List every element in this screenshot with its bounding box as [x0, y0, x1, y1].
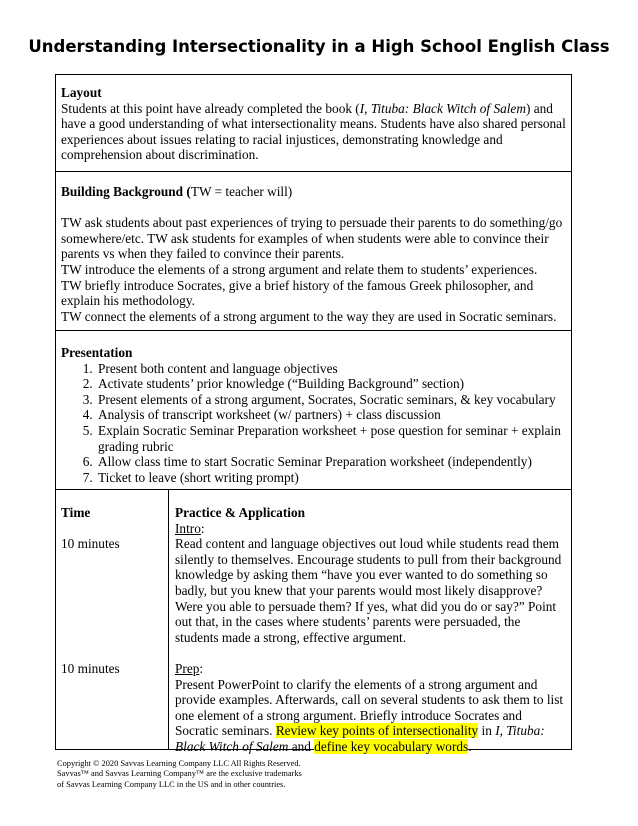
- prep-in: in: [478, 723, 496, 739]
- intro-text: Read content and language objectives out loud while students read them silently to themselves. Encourage students to pull from their background knowledge by asking them “have you ever wanted to do something so badly, but you knew that your parents would most likely disapprove? Were you able to persuade them? If yes, what did you do or say?” Point out that, in the cases where students’ parents were persuaded, the students made a strong, effective argument.: [175, 536, 562, 645]
- time-value: 10 minutes: [61, 536, 120, 552]
- list-item: 5. Explain Socratic Seminar Preparation worksheet + pose question for seminar + explain grading rubric: [96, 423, 566, 454]
- building-background-section: [56, 172, 571, 331]
- prep-label: [175, 661, 565, 677]
- time-column: [56, 490, 169, 749]
- list-item: 7. Ticket to leave (short writing prompt): [96, 470, 566, 486]
- list-item: 2. Activate students’ prior knowledge (“Building Background” section): [96, 376, 566, 392]
- prep-label-text: Prep: [175, 660, 200, 676]
- layout-section: [56, 75, 571, 172]
- page-title: Understanding Intersectionality in a High School English Class: [28, 37, 610, 56]
- layout-heading: Layout: [61, 85, 102, 100]
- practice-heading: Practice & Application: [175, 505, 305, 520]
- highlighted-text: define key vocabulary words: [314, 738, 469, 754]
- building-background-title: Building Background (: [61, 184, 191, 199]
- list-item: 6. Allow class time to start Socratic Seminar Preparation worksheet (independently): [96, 454, 566, 470]
- background-paragraph: TW ask students about past experiences of trying to persuade their parents to do something/go somewhere/etc. TW ask students for examples of when students were able to convince their parents vs when they failed to convince their parents.: [61, 215, 563, 262]
- lesson-table: [55, 74, 572, 754]
- practice-column: [169, 490, 571, 754]
- time-heading: Time: [61, 505, 91, 520]
- prep-and: and: [288, 738, 315, 754]
- prep-text-start: Present PowerPoint to clarify the elements of a strong argument and provide examples. Afterwards, call on several students to ask them to list one element of a strong argument. Briefly introduce Socrates and Socratic seminars.: [175, 676, 564, 739]
- background-paragraph: TW connect the elements of a strong argument to the way they are used in Socratic seminars.: [61, 308, 557, 324]
- presentation-section: [56, 331, 571, 490]
- layout-text-end: ) and have a good understanding of what intersectionality means. Students have also shared personal experiences about issues relating to racial injustices, demonstrating knowledge and comprehension about discrimination.: [61, 100, 566, 163]
- prep-colon: :: [199, 660, 204, 676]
- list-item: 3. Present elements of a strong argument, Socrates, Socratic seminars, & key vocabulary: [96, 392, 566, 408]
- highlighted-text: Review key points of intersectionality: [275, 723, 479, 739]
- intro-label-text: Intro: [175, 520, 201, 536]
- book-title: I, Tituba: Black Witch of Salem: [175, 723, 545, 754]
- prep-end: .: [468, 738, 472, 754]
- list-item: 4. Analysis of transcript worksheet (w/ partners) + class discussion: [96, 407, 566, 423]
- book-title: I, Tituba: Black Witch of Salem: [359, 100, 526, 116]
- footer-line: of Savvas Learning Company LLC in the US and in other countries.: [57, 779, 286, 789]
- intro-colon: :: [200, 520, 205, 536]
- layout-text: [61, 101, 566, 163]
- presentation-list: [61, 361, 566, 486]
- copyright-footer: [57, 759, 302, 790]
- footer-line: Copyright © 2020 Savvas Learning Company LLC All Rights Reserved.: [57, 759, 301, 768]
- background-paragraph: TW introduce the elements of a strong argument and relate them to students’ experiences.: [61, 261, 538, 277]
- background-paragraph: TW briefly introduce Socrates, give a brief history of the famous Greek philosopher, and explain his methodology.: [61, 277, 534, 309]
- footer-line: Savvas™ and Savvas Learning Company™ are the exclusive trademarks: [57, 769, 302, 779]
- building-background-note: TW = teacher will): [190, 184, 293, 199]
- practice-section: [56, 490, 571, 754]
- list-item: 1. Present both content and language objectives: [96, 361, 566, 377]
- building-background-heading: [61, 184, 566, 200]
- layout-text-start: Students at this point have already completed the book (: [61, 100, 360, 116]
- intro-label: [175, 521, 565, 537]
- prep-text: [175, 677, 565, 755]
- presentation-heading: Presentation: [61, 345, 133, 360]
- time-value: 10 minutes: [61, 660, 120, 676]
